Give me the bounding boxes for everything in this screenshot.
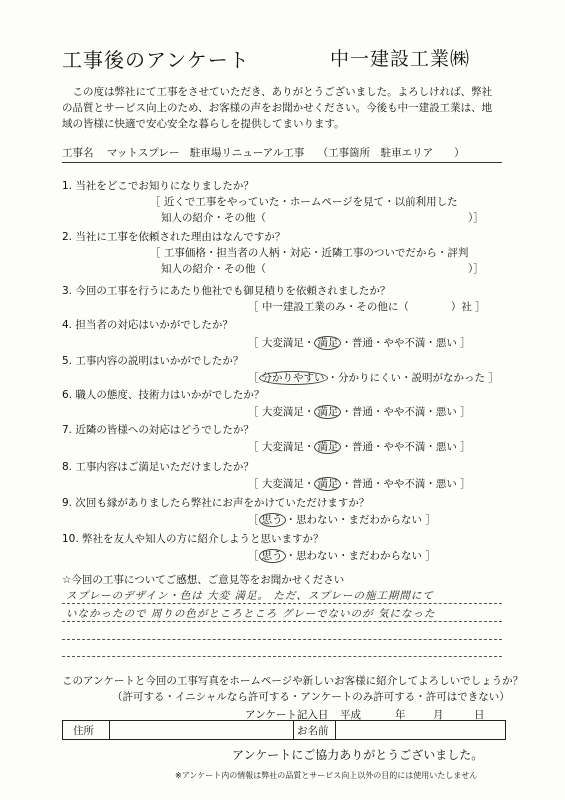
comment-line bbox=[62, 603, 502, 604]
question-4-selected: 満足 bbox=[314, 336, 341, 350]
question-7-selected: 満足 bbox=[314, 440, 341, 454]
question-8-options bbox=[248, 476, 471, 491]
question-3-options: ［ 中一建設工業のみ・その他に（ ）社 ］ bbox=[248, 301, 486, 313]
question-9-pre: ［ bbox=[248, 514, 259, 526]
question-10: 10. 弊社を友人や知人の方に紹介しようと思いますか？ bbox=[62, 533, 324, 545]
question-8-post: ・普通・やや不満・悪い ］ bbox=[341, 478, 471, 490]
table-divider bbox=[293, 721, 294, 739]
question-9-options bbox=[248, 512, 436, 527]
question-7-pre: ［ 大変満足・ bbox=[248, 441, 315, 453]
question-5: 5. 工事内容の説明はいかがでしたか？ bbox=[62, 355, 244, 367]
question-10-selected: 思う bbox=[259, 549, 286, 563]
question-7-options bbox=[248, 439, 471, 454]
question-5-pre: ［ bbox=[248, 372, 259, 384]
question-5-post: ・分かりにくい・説明がなかった ］ bbox=[327, 372, 499, 384]
question-1-options-line2: 知人の紹介・その他（ bbox=[161, 212, 266, 224]
question-9: 9. 次回も縁がありましたら弊社にお声をかけていただけますか？ bbox=[62, 497, 370, 509]
footnote: ※アンケート内の情報は弊社の品質とサービス向上以外の目的には使用いたしません bbox=[175, 771, 478, 780]
table-divider bbox=[335, 721, 336, 739]
name-label: お名前 bbox=[297, 725, 329, 737]
project-label: 工事名 bbox=[62, 147, 94, 159]
intro-text: この度は弊社にて工事をさせていただき、ありがとうございました。よろしければ、弊社の品質とサービス向上のため、お客様の声をお聞かせください。今後も中一建設工業は、地域の皆様に快適で安心安全な暮らしを提供してまいります。 bbox=[62, 86, 493, 130]
comment-line bbox=[62, 639, 502, 640]
date-year: 年 bbox=[395, 709, 406, 721]
question-6-selected: 満足 bbox=[314, 405, 341, 419]
question-10-post: ・思わない・まだわからない ］ bbox=[285, 550, 436, 562]
question-10-pre: ［ bbox=[248, 550, 259, 562]
date-era: 平成 bbox=[340, 709, 361, 721]
project-location: （工事箇所 駐車エリア ） bbox=[317, 147, 465, 159]
question-3: 3. 今回の工事を行うにあたり他社でも御見積りを依頼されましたか？ bbox=[62, 285, 391, 297]
question-2-options-line2: 知人の紹介・その他（ bbox=[161, 263, 266, 275]
address-label: 住所 bbox=[73, 725, 94, 737]
comments-handwritten-line1: スプレーのデザイン・色は 大変 満足。 ただ、スプレーの施工期間にて bbox=[66, 590, 434, 602]
project-name: マットスプレー 駐車場リニューアル工事 bbox=[106, 147, 305, 159]
project-info bbox=[62, 145, 502, 163]
question-4: 4. 担当者の対応はいかがでしたか？ bbox=[62, 319, 233, 331]
comment-line bbox=[62, 621, 502, 622]
question-8-selected: 満足 bbox=[314, 477, 341, 491]
question-8: 8. 工事内容はご満足いただけましたか？ bbox=[62, 461, 254, 473]
question-4-options bbox=[248, 335, 471, 350]
thanks-message: アンケートにご協力ありがとうございました。 bbox=[232, 748, 484, 762]
comment-line bbox=[62, 656, 502, 657]
question-2-options-line1: ［ 工事価格・担当者の人柄・対応・近隣工事のついでだから・評判 bbox=[150, 247, 469, 259]
permission-options: （許可する・イニシャルなら許可する・アンケートのみ許可する・許可はできない） bbox=[112, 691, 510, 703]
question-10-options bbox=[248, 548, 436, 563]
question-1-options-line1: ［ 近くで工事をやっていた・ホームページを見て・以前利用した bbox=[150, 196, 458, 208]
question-8-pre: ［ 大変満足・ bbox=[248, 478, 315, 490]
contact-table bbox=[62, 720, 506, 740]
table-divider bbox=[109, 721, 110, 739]
date-month: 月 bbox=[433, 709, 444, 721]
page-title: 工事後のアンケート bbox=[62, 48, 250, 72]
company-name: 中一建設工業㈱ bbox=[330, 48, 471, 70]
permission-question: このアンケートと今回の工事写真をホームページや新しいお客様に紹介してよろしいでしょうか？ bbox=[62, 675, 524, 687]
question-1-close: ）］ bbox=[468, 212, 484, 224]
question-9-post: ・思わない・まだわからない ］ bbox=[285, 514, 436, 526]
question-6-options bbox=[248, 404, 471, 419]
question-2-close: ）］ bbox=[468, 263, 484, 275]
question-6-pre: ［ 大変満足・ bbox=[248, 406, 315, 418]
question-4-post: ・普通・やや不満・悪い ］ bbox=[341, 337, 471, 349]
question-7: 7. 近隣の皆様への対応はどうでしたか？ bbox=[62, 424, 254, 436]
date-day: 日 bbox=[474, 709, 485, 721]
date-label: アンケート記入日 bbox=[245, 709, 329, 721]
question-6-post: ・普通・やや不満・悪い ］ bbox=[341, 406, 471, 418]
question-7-post: ・普通・やや不満・悪い ］ bbox=[341, 441, 471, 453]
question-5-options bbox=[248, 370, 499, 385]
question-2: 2. 当社に工事を依頼された理由はなんですか？ bbox=[62, 231, 286, 243]
question-4-pre: ［ 大変満足・ bbox=[248, 337, 315, 349]
comments-handwritten-line2: いなかったので 周りの色がところところ グレーでないのが 気になった bbox=[66, 608, 436, 620]
question-5-selected: 分かりやすい bbox=[259, 371, 328, 385]
question-6: 6. 職人の態度、技術力はいかがでしたか？ bbox=[62, 389, 265, 401]
question-1: 1. 当社をどこでお知りになりましたか？ bbox=[62, 180, 254, 192]
question-9-selected: 思う bbox=[259, 513, 286, 527]
comments-prompt: ☆今回の工事についてご感想、ご意見等をお聞かせください bbox=[62, 574, 345, 586]
